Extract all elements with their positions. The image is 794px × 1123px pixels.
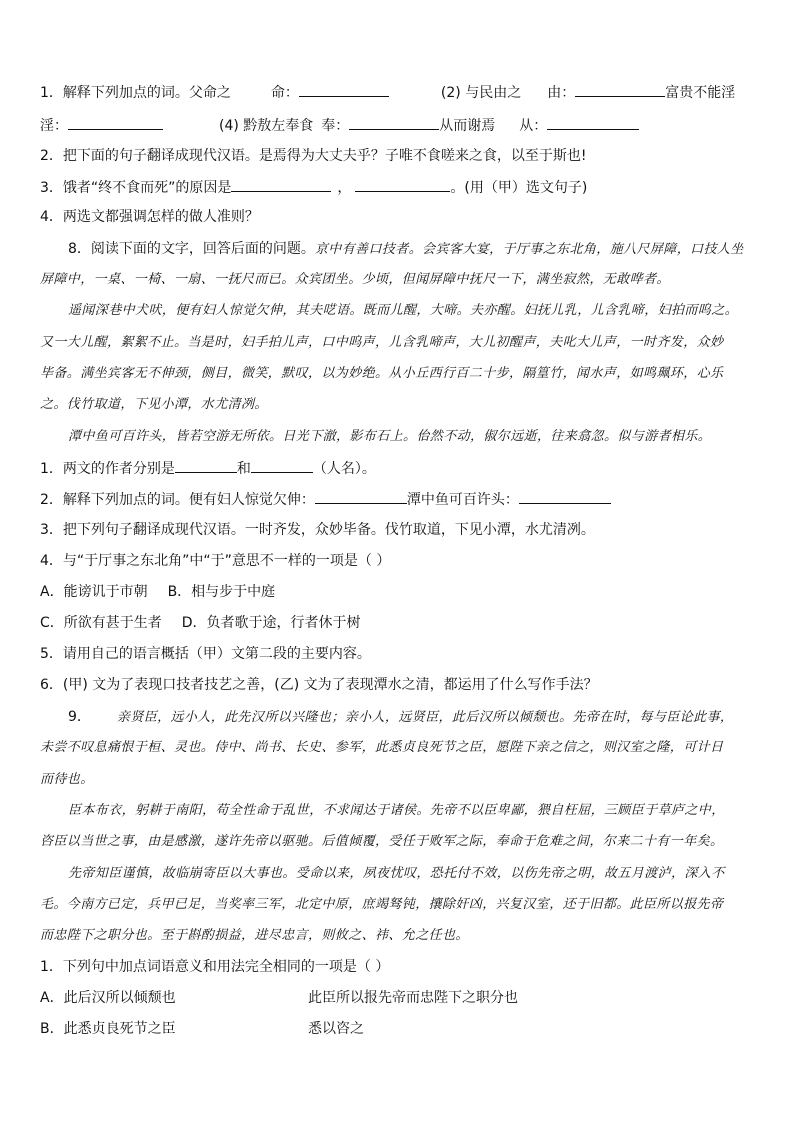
s8-q2-line (40, 489, 760, 510)
q1-item5: 从而谢焉 (439, 118, 496, 134)
q1-prefix: 1．解释下列加点的词。父命之 (40, 85, 231, 101)
s9-passage-3c: 而忠陛下之职分也。至于斟酌损益，进尽忠言，则攸之、祎、允之任也。 (40, 928, 469, 943)
q1-item4: (4) 黔敖左奉食 (219, 118, 314, 134)
s8-q1-blank-1[interactable] (175, 458, 237, 473)
q3-suffix: 。(用（甲）选文句子) (450, 180, 588, 196)
s8-q3-text: 3．把下列句子翻译成现代汉语。一时齐发，众妙毕备。伐竹取道，下见小潭，水尤清冽。 (40, 522, 595, 538)
s8-option-a[interactable]: A．能谤讥于市朝 (40, 584, 148, 600)
s8-q1-prefix: 1．两文的作者分别是 (40, 461, 175, 477)
q3-blank-2[interactable] (355, 177, 450, 192)
s9-option-a-left[interactable]: A．此后汉所以倾颓也 (40, 990, 176, 1006)
s8-q5-text: 5．请用自己的语言概括（甲）文第二段的主要内容。 (40, 646, 371, 662)
s8-option-d[interactable]: D．负者歌于途，行者休于树 (181, 615, 361, 631)
s8-passage-2d: 之。伐竹取道，下见小潭，水尤清冽。 (40, 397, 268, 412)
q1-item3-label: 淫： (40, 118, 68, 134)
s8-q1-line (40, 458, 760, 479)
s8-q2-prefix: 2．解释下列加点的词。便有妇人惊觉欠伸： (40, 492, 315, 508)
s9-passage-3b: 毛。今南方已定，兵甲已足，当奖率三军，北定中原，庶竭驽钝，攘除奸凶，兴复汉室，还于旧都。此臣所以报先帝 (40, 897, 724, 912)
q1-blank-2[interactable] (575, 82, 665, 97)
s8-q4-text: 4．与“于厅事之东北角”中“于”意思不一样的一项是（ ） (40, 553, 391, 569)
s9-option-b-row (40, 1019, 760, 1039)
s8-line-1 (68, 239, 760, 260)
s9-q1-text: 1．下列句中加点词语意义和用法完全相同的一项是（ ） (40, 959, 390, 975)
q1-line-1 (40, 82, 760, 103)
s9-line-1 (68, 707, 760, 728)
s9-option-a-row (40, 988, 760, 1008)
s8-passage-2c: 毕备。满坐宾客无不伸颈，侧目，微笑，默叹，以为妙绝。从小丘西行百二十步，隔篁竹，闻水声，如鸣珮环，心乐 (40, 366, 724, 381)
q1-blank-3[interactable] (68, 115, 163, 130)
s9-passage-2b: 咨臣以当世之事，由是感激，遂许先帝以驱驰。后值倾覆，受任于败军之际，奉命于危难之间，尔来二十有一年矣。 (40, 834, 724, 849)
q1-item1-label: 命： (270, 85, 299, 101)
q1-blank-4[interactable] (349, 115, 439, 130)
s9-passage-1b: 未尝不叹息痛恨于桓、灵也。侍中、尚书、长史、参军，此悉贞良死节之臣，愿陛下亲之信之，则汉室之隆，可计日 (40, 740, 724, 755)
s9-passage-2a: 臣本布衣，躬耕于南阳，苟全性命于乱世，不求闻达于诸侯。先帝不以臣卑鄙，猥自枉屈，三顾臣于草庐之中， (68, 803, 725, 818)
s9-passage-1c: 而待也。 (40, 772, 94, 787)
q1-blank-5[interactable] (547, 115, 639, 130)
s9-option-a-right: 此臣所以报先帝而忠陛下之职分也 (308, 990, 518, 1006)
s9-option-b-right: 悉以咨之 (308, 1021, 364, 1037)
q3-sep: ， (337, 180, 352, 196)
s8-q1-blank-2[interactable] (251, 458, 313, 473)
s8-q4-options-cd (40, 613, 760, 633)
s8-q2-blank-1[interactable] (315, 489, 407, 504)
q3-line (40, 177, 760, 198)
s8-option-c[interactable]: C．所欲有甚于生者 (40, 615, 162, 631)
s8-q4-options-ab (40, 582, 760, 602)
q1-item3: 富贵不能淫 (665, 85, 736, 101)
q1-line-2 (40, 115, 760, 136)
q2-text: 2．把下面的句子翻译成现代汉语。是焉得为大丈夫乎？子唯不食嗟来之食，以至于斯也! (40, 148, 587, 164)
q4-text: 4．两选文都强调怎样的做人准则？ (40, 209, 259, 225)
q1-blank-1[interactable] (299, 82, 389, 97)
s8-q6-text: 6．(甲) 文为了表现口技者技艺之善，(乙) 文为了表现潭水之清，都运用了什么写作手法？ (40, 677, 598, 693)
q1-item4-label: 奉： (321, 118, 350, 134)
s8-option-b[interactable]: B．相与步于中庭 (167, 584, 276, 600)
s8-passage-2b: 又一大儿醒，絮絮不止。当是时，妇手拍儿声，口中呜声，儿含乳啼声，大儿初醒声，夫叱大儿声，一时齐发，众妙 (40, 335, 724, 350)
q1-item5-label: 从： (519, 118, 548, 134)
s8-passage-1b: 屏障中，一桌、一椅、一扇、一抚尺而已。众宾团坐。少顷，但闻屏障中抚尺一下，满坐寂然，无敢哗者。 (40, 272, 670, 287)
q3-blank-1[interactable] (231, 177, 331, 192)
s8-q2-blank-2[interactable] (519, 489, 611, 504)
q3-prefix: 3．饿者“终不食而死”的原因是 (40, 180, 232, 196)
s9-passage-3a: 先帝知臣谨慎，故临崩寄臣以大事也。受命以来，夙夜忧叹，恐托付不效，以伤先帝之明，故五月渡泸，深入不 (68, 866, 725, 881)
s9-passage-1a: 亲贤臣，远小人，此先汉所以兴隆也；亲小人，远贤臣，此后汉所以倾颓也。先帝在时，每与臣论此事， (116, 710, 734, 725)
q1-item2-label: 由： (547, 85, 576, 101)
s9-option-b-left[interactable]: B．此悉贞良死节之臣 (40, 1021, 176, 1037)
s8-passage-3: 潭中鱼可百许头，皆若空游无所依。日光下澈，影布石上。佁然不动，俶尔远逝，往来翕忽。似与游者相乐。 (68, 429, 712, 444)
s8-q1-suffix: （人名）。 (312, 461, 376, 477)
q1-item2: (2) 与民由之 (440, 85, 522, 101)
s8-passage-1a: 京中有善口技者。会宾客大宴，于厅事之东北角，施八尺屏障，口技人坐 (314, 242, 744, 257)
s8-passage-2a: 遥闻深巷中犬吠，便有妇人惊觉欠伸，其夫呓语。既而儿醒，大啼。夫亦醒。妇抚儿乳，儿含乳啼，妇拍而呜之。 (68, 303, 739, 318)
s9-num: 9． (68, 709, 91, 725)
s8-q1-mid: 和 (236, 461, 251, 477)
s8-q2-mid: 潭中鱼可百许头： (406, 492, 519, 508)
s8-intro: 8．阅读下面的文字，回答后面的问题。 (68, 241, 315, 257)
